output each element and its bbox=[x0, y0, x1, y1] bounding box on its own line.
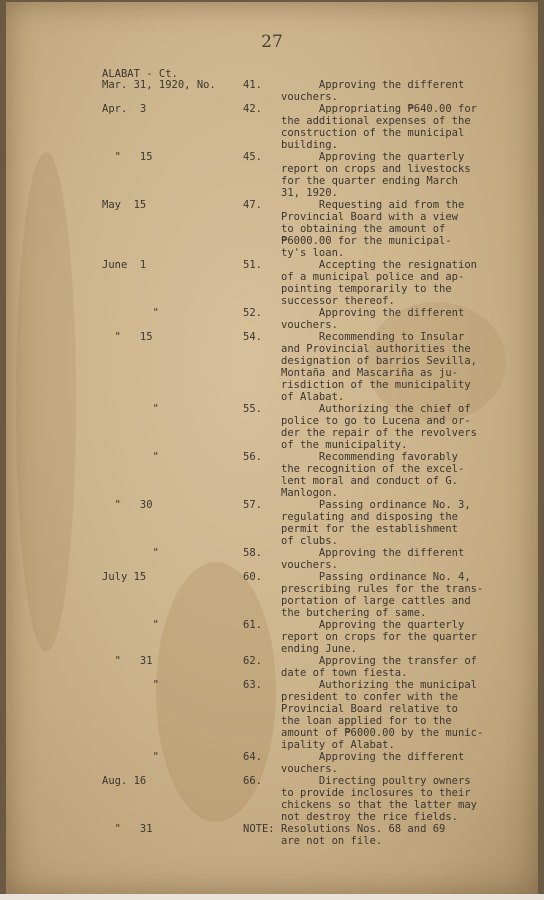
entry-text: Requesting aid from the Provincial Board with a view to obtaining the amount of ₱6000.00 for the municipal- ty's loan. bbox=[281, 199, 465, 259]
entry-date: " bbox=[102, 619, 159, 631]
entry-number: 66. bbox=[243, 775, 262, 787]
scan-footer bbox=[0, 894, 544, 900]
entry-date: " 30 bbox=[102, 499, 153, 511]
entry-number: 57. bbox=[243, 499, 262, 511]
entry-text: Approving the quarterly report on crops for the quarter ending June. bbox=[281, 619, 477, 655]
entry-text: Approving the different vouchers. bbox=[281, 79, 465, 103]
resolution-entry bbox=[6, 679, 538, 751]
entry-text: Appropriating ₱640.00 for the additional expenses of the construction of the municipal building. bbox=[281, 103, 477, 151]
entry-number: 56. bbox=[243, 451, 262, 463]
entry-number: 60. bbox=[243, 571, 262, 583]
entry-number: 41. bbox=[243, 79, 262, 91]
resolution-entry bbox=[6, 775, 538, 823]
entry-number: 55. bbox=[243, 403, 262, 415]
document-page bbox=[6, 2, 538, 894]
resolution-entry bbox=[6, 403, 538, 451]
entry-text: Recommending to Insular and Provincial authorities the designation of barrios Sevilla, Montaña and Mascariña as ju- risdiction of the municipality of Alabat. bbox=[281, 331, 477, 403]
entry-text: Approving the different vouchers. bbox=[281, 547, 465, 571]
entry-text: Authorizing the municipal president to confer with the Provincial Board relative to the loan applied for to the amount of ₱6000.00 by the munic- ipality of Alabat. bbox=[281, 679, 484, 751]
resolution-entry bbox=[6, 619, 538, 655]
resolution-entry bbox=[6, 451, 538, 499]
resolution-entry bbox=[6, 79, 538, 103]
entry-date: " 15 bbox=[102, 331, 153, 343]
entry-number: 51. bbox=[243, 259, 262, 271]
entry-date: June 1 bbox=[102, 259, 147, 271]
entry-date: " 15 bbox=[102, 151, 153, 163]
resolution-entry bbox=[6, 571, 538, 619]
entry-date: " bbox=[102, 403, 159, 415]
entry-text: Approving the transfer of date of town fiesta. bbox=[281, 655, 477, 679]
entry-date: May 15 bbox=[102, 199, 147, 211]
entry-date: July 15 bbox=[102, 571, 147, 583]
resolution-entry bbox=[6, 103, 538, 151]
section-heading: ALABAT - Ct. bbox=[102, 68, 178, 80]
entry-text: Directing poultry owners to provide inclosures to their chickens so that the latter may not destroy the rice fields. bbox=[281, 775, 477, 823]
resolution-entry bbox=[6, 823, 538, 847]
entry-date: " bbox=[102, 307, 159, 319]
entry-date: " 31 bbox=[102, 655, 153, 667]
entry-date: " 31 bbox=[102, 823, 153, 835]
resolution-entry bbox=[6, 199, 538, 259]
resolution-entry bbox=[6, 307, 538, 331]
entry-text: Approving the different vouchers. bbox=[281, 307, 465, 331]
entry-number: NOTE: bbox=[243, 823, 275, 835]
resolution-entry bbox=[6, 655, 538, 679]
entry-number: 52. bbox=[243, 307, 262, 319]
entry-date: " bbox=[102, 547, 159, 559]
entry-number: 62. bbox=[243, 655, 262, 667]
resolution-entry bbox=[6, 499, 538, 547]
entry-text: Passing ordinance No. 4, prescribing rules for the trans- portation of large cattles and the butchering of same. bbox=[281, 571, 484, 619]
entry-number: 47. bbox=[243, 199, 262, 211]
entry-date: " bbox=[102, 679, 159, 691]
entry-date: Mar. 31, 1920, No. bbox=[102, 79, 216, 91]
entry-text: Resolutions Nos. 68 and 69 are not on file. bbox=[281, 823, 446, 847]
entry-text: Recommending favorably the recognition of the excel- lent moral and conduct of G. Manlogon. bbox=[281, 451, 465, 499]
entry-number: 42. bbox=[243, 103, 262, 115]
entry-number: 63. bbox=[243, 679, 262, 691]
entry-text: Approving the quarterly report on crops and livestocks for the quarter ending March 31, 1920. bbox=[281, 151, 471, 199]
entry-number: 61. bbox=[243, 619, 262, 631]
entry-text: Approving the different vouchers. bbox=[281, 751, 465, 775]
entry-number: 64. bbox=[243, 751, 262, 763]
entry-date: Apr. 3 bbox=[102, 103, 147, 115]
entry-date: " bbox=[102, 751, 159, 763]
entry-number: 58. bbox=[243, 547, 262, 559]
resolution-entry bbox=[6, 259, 538, 307]
resolution-entry bbox=[6, 547, 538, 571]
entry-text: Accepting the resignation of a municipal police and ap- pointing temporarily to the successor thereof. bbox=[281, 259, 477, 307]
resolution-entry bbox=[6, 751, 538, 775]
entry-date: Aug. 16 bbox=[102, 775, 147, 787]
page-number: 27 bbox=[261, 32, 283, 52]
entry-date: " bbox=[102, 451, 159, 463]
resolution-list bbox=[6, 79, 538, 847]
entry-number: 54. bbox=[243, 331, 262, 343]
entry-number: 45. bbox=[243, 151, 262, 163]
resolution-entry bbox=[6, 151, 538, 199]
entry-text: Authorizing the chief of police to go to Lucena and or- der the repair of the revolvers of the municipality. bbox=[281, 403, 477, 451]
entry-text: Passing ordinance No. 3, regulating and disposing the permit for the establishment of clubs. bbox=[281, 499, 471, 547]
resolution-entry bbox=[6, 331, 538, 403]
